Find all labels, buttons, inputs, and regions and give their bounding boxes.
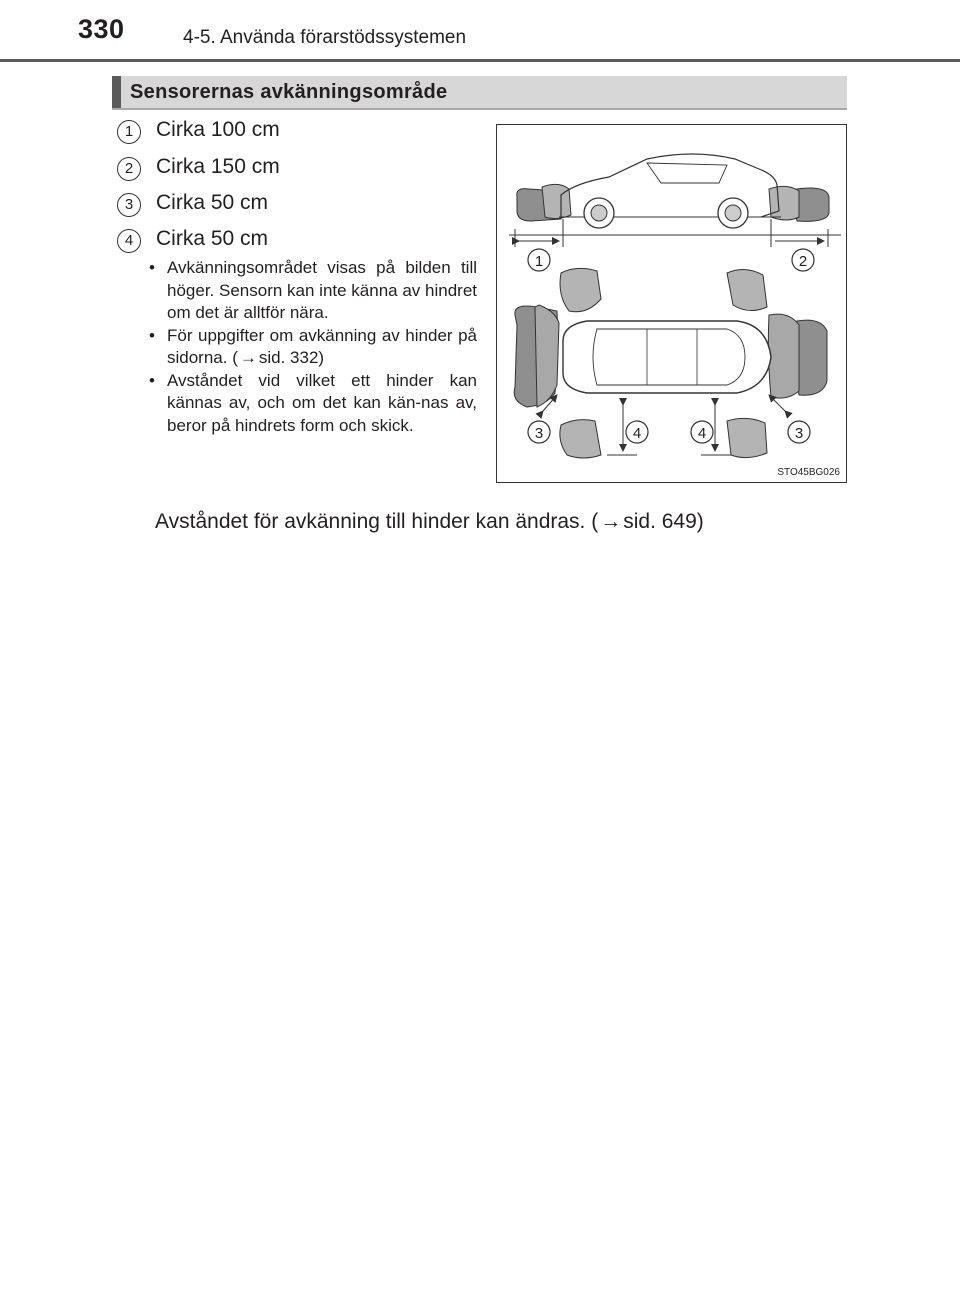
sensor-range-figure xyxy=(496,124,847,483)
callout-2: 2 xyxy=(798,253,808,270)
callout-number-icon: 2 xyxy=(117,157,141,181)
page-number: 330 xyxy=(78,14,125,44)
page-reference-link[interactable]: sid. 332) xyxy=(258,348,325,367)
sensor-diagram xyxy=(497,125,846,482)
callout-number-icon: 3 xyxy=(117,193,141,217)
callout-3: 3 xyxy=(794,425,804,442)
footer-note-text: Avståndet för avkänning till hinder kan ändras. ( xyxy=(155,510,599,533)
bullet-icon: • xyxy=(149,325,155,345)
section-title: Sensorernas avkänningsområde xyxy=(130,81,448,103)
callout-3: 3 xyxy=(534,425,544,442)
chapter-title: 4-5. Använda förarstödssystemen xyxy=(183,27,467,48)
bullet-item xyxy=(145,257,477,325)
header-divider xyxy=(0,59,960,62)
item-text: Cirka 50 cm xyxy=(156,227,269,250)
callout-4: 4 xyxy=(632,425,642,442)
bullet-item xyxy=(145,370,477,438)
bullet-icon: • xyxy=(149,258,155,277)
callout-number-icon: 1 xyxy=(117,120,141,144)
right-arrow-icon: → xyxy=(600,510,622,533)
item-text: Cirka 100 cm xyxy=(156,118,280,141)
bullet-icon: • xyxy=(149,370,155,390)
item-text: Cirka 150 cm xyxy=(156,155,280,178)
bullet-text: Avståndet vid vilket ett hinder kan kännas av, och om det kan kän-nas av, beror på hindrets form och skick. xyxy=(167,370,477,435)
callout-1: 1 xyxy=(534,253,544,270)
right-arrow-icon: → xyxy=(239,348,257,367)
bullet-item xyxy=(145,325,477,370)
figure-code: STO45BG026 xyxy=(777,467,840,478)
callout-4: 4 xyxy=(697,425,707,442)
page-reference-link[interactable]: sid. 649) xyxy=(623,510,704,533)
heading-accent-bar xyxy=(112,76,121,108)
callout-number-icon: 4 xyxy=(117,229,141,253)
bullet-text: Avkänningsområdet visas på bilden till höger. Sensorn kan inte känna av hindret om det är alltför nära. xyxy=(167,258,477,322)
section-heading xyxy=(112,76,847,110)
item-text: Cirka 50 cm xyxy=(156,191,269,214)
bullet-list xyxy=(145,257,477,437)
footer-note xyxy=(155,510,704,534)
bullet-text: För uppgifter om avkänning av hinder på sidorna. ( xyxy=(167,325,477,367)
